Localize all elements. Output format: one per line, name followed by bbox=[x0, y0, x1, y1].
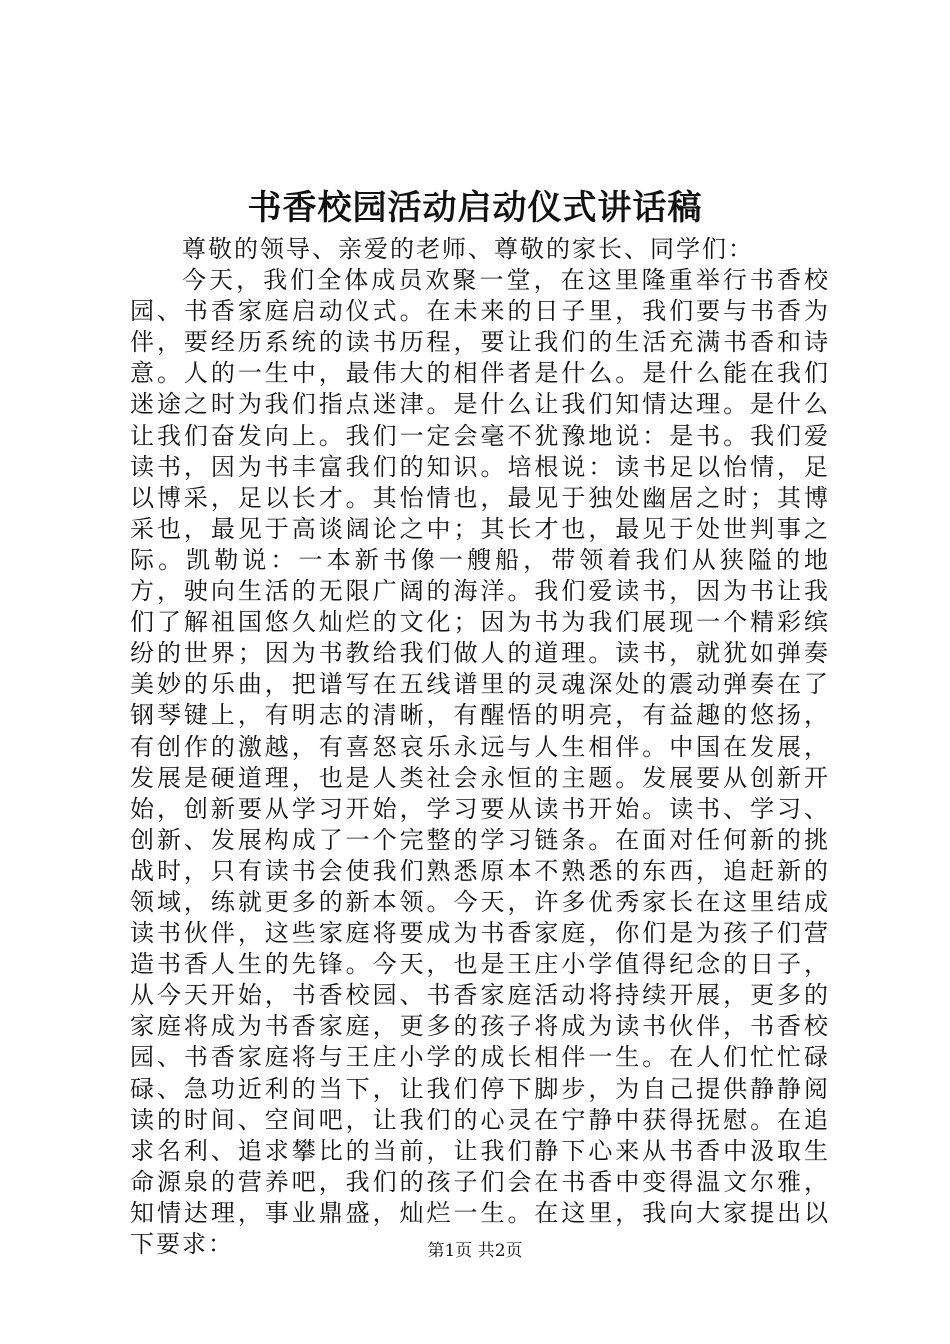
document-body bbox=[130, 234, 830, 1260]
greeting-paragraph: 尊敬的领导、亲爱的老师、尊敬的家长、同学们： bbox=[182, 235, 754, 263]
page-footer: 第1页 共2页 bbox=[427, 1241, 523, 1261]
body-paragraph: 今天，我们全体成员欢聚一堂，在这里隆重举行书香校园、书香家庭启动仪式。在未来的日子里，我们要与书香为伴，要经历系统的读书历程，要让我们的生活充满书香和诗意。人的一生中，最伟大的相伴者是什么。是什么能在我们迷途之时为我们指点迷津。是什么让我们知情达理。是什么让我们奋发向上。我们一定会毫不犹豫地说：是书。我们爱读书，因为书丰富我们的知识。培根说：读书足以怡情，足以博采，足以长才。其怡情也，最见于独处幽居之时；其博采也，最见于高谈阔论之中；其长才也，最见于处世判事之际。凯勒说：一本新书像一艘船，带领着我们从狭隘的地方，驶向生活的无限广阔的海洋。我们爱读书，因为书让我们了解祖国悠久灿烂的文化；因为书为我们展现一个精彩缤纷的世界；因为书教给我们做人的道理。读书，就犹如弹奏美妙的乐曲，把谱写在五线谱里的灵魂深处的震动弹奏在了钢琴键上，有明志的清晰，有醒悟的明亮，有益趣的悠扬，有创作的激越，有喜怒哀乐永远与人生相伴。中国在发展，发展是硬道理，也是人类社会永恒的主题。发展要从创新开始，创新要从学习开始，学习要从读书开始。读书、学习、创新、发展构成了一个完整的学习链条。在面对任何新的挑战时，只有读书会使我们熟悉原本不熟悉的东西，追赶新的领域，练就更多的新本领。今天，许多优秀家长在这里结成读书伙伴，这些家庭将要成为书香家庭，你们是为孩子们营造书香人生的先锋。今天，也是王庄小学值得纪念的日子，从今天开始，书香校园、书香家庭活动将持续开展，更多的家庭将成为书香家庭，更多的孩子将成为读书伙伴，书香校园、书香家庭将与王庄小学的成长相伴一生。在人们忙忙碌碌、急功近利的当下，让我们停下脚步，为自己提供静静阅读的时间、空间吧，让我们的心灵在宁静中获得抚慰。在追求名利、追求攀比的当前，让我们静下心来从书香中汲取生命源泉的营养吧，我们的孩子们会在书香中变得温文尔雅，知情达理，事业鼎盛，灿烂一生。在这里，我向大家提出以下要求： bbox=[130, 266, 830, 1258]
document-title: 书香校园活动启动仪式讲话稿 bbox=[247, 188, 703, 228]
